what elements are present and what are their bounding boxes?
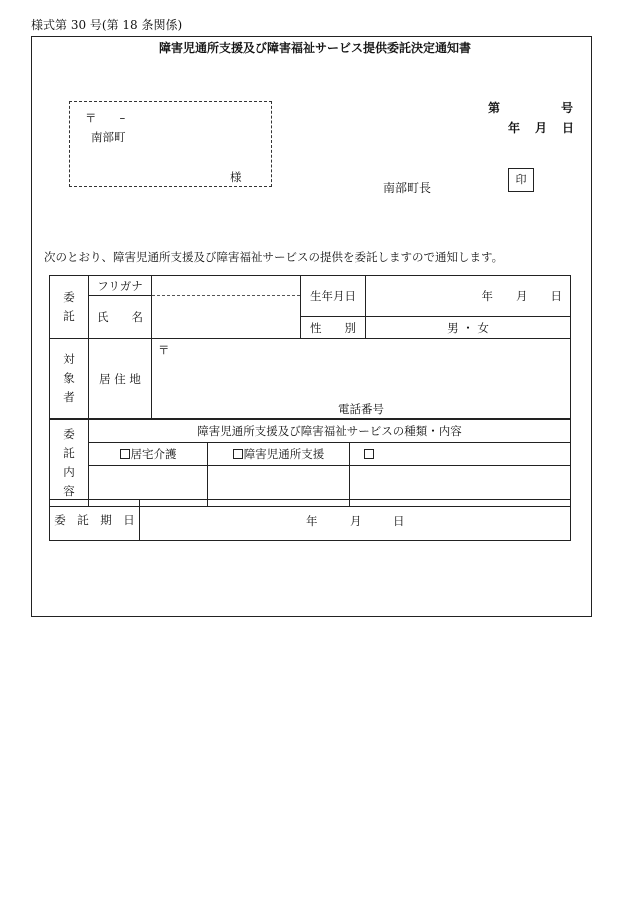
name-label: 氏 名 [89,296,152,339]
subject-table [49,275,571,419]
commission-month: 月 [350,514,362,528]
subject-header: 委 託 [50,276,89,339]
name-field[interactable] [152,296,301,339]
furigana-label: フリガナ [89,276,152,296]
postal-code-mark: 〒 – [85,111,126,125]
service-option-other[interactable] [350,443,571,466]
birthdate-label: 生年月日 [301,276,366,317]
birthdate-field[interactable]: 年 月 日 [366,276,571,317]
checkbox-icon[interactable] [120,449,130,459]
phone-label: 電話番号 [338,402,384,416]
residence-field[interactable] [152,339,571,419]
doc-number-prefix: 第 [488,101,501,115]
content-header: 委 託 内 容 [50,420,89,507]
checkbox-icon[interactable] [364,449,374,459]
sex-field[interactable]: 男 ・ 女 [366,317,571,339]
issue-year: 年 [508,121,521,135]
doc-number-suffix: 号 [561,101,574,115]
residence-label: 居 住 地 [89,339,152,419]
form-number: 様式第 30 号(第 18 条関係) [31,18,183,32]
period-table [49,419,571,507]
issue-day: 日 [562,121,575,135]
service-option-home-care[interactable]: 居宅介護 [89,443,208,466]
commission-date-table [49,499,571,541]
issue-month: 月 [535,121,548,135]
content-title: 障害児通所支援及び障害福祉サービスの種類・内容 [89,420,571,443]
sex-label: 性 別 [301,317,366,339]
document-title: 障害児通所支援及び障害福祉サービス提供委託決定通知書 [158,41,471,55]
commission-day: 日 [393,514,405,528]
commission-date-field[interactable] [140,500,571,541]
intro-text: 次のとおり、障害児通所支援及び障害福祉サービスの提供を委託しますので通知します。 [44,250,504,264]
checkbox-icon[interactable] [233,449,243,459]
commission-date-label: 委 託 期 日 [50,500,140,541]
recipient-town: 南部町 [91,130,126,144]
residence-postal-mark: 〒 [158,343,170,357]
subject-header-continued: 対 象 者 [50,339,89,419]
service-option-child-support[interactable]: 障害児通所支援 [208,443,350,466]
commission-year: 年 [306,514,318,528]
furigana-field[interactable] [152,276,301,296]
seal-stamp: 印 [508,168,534,192]
recipient-honorific: 様 [230,170,242,184]
issuer-name: 南部町長 [383,181,432,195]
